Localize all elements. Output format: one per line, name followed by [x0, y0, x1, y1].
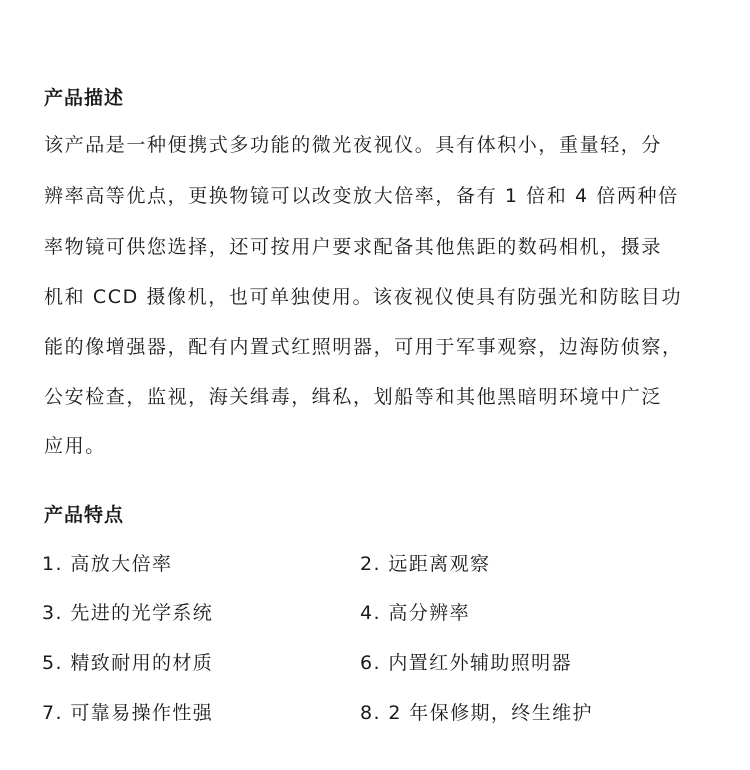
feature-item: 5. 精致耐用的材质: [42, 652, 214, 674]
feature-item: 3. 先进的光学系统: [42, 602, 214, 624]
description-line: 该产品是一种便携式多功能的微光夜视仪。具有体积小，重量轻，分: [44, 134, 663, 156]
feature-item: 2. 远距离观察: [360, 553, 491, 575]
feature-item: 4. 高分辨率: [360, 602, 470, 624]
feature-item: 8. 2 年保修期，终生维护: [360, 702, 593, 724]
description-line: 机和 CCD 摄像机，也可单独使用。该夜视仪使具有防强光和防眩目功: [44, 286, 683, 308]
description-line: 能的像增强器，配有内置式红照明器，可用于军事观察，边海防侦察，: [44, 336, 683, 358]
description-line: 辨率高等优点，更换物镜可以改变放大倍率，备有 1 倍和 4 倍两种倍: [44, 185, 679, 207]
feature-item: 1. 高放大倍率: [42, 553, 173, 575]
description-line: 公安检查，监视，海关缉毒，缉私，划船等和其他黑暗明环境中广泛: [44, 386, 663, 408]
description-line: 率物镜可供您选择，还可按用户要求配备其他焦距的数码相机，摄录: [44, 236, 663, 258]
feature-item: 6. 内置红外辅助照明器: [360, 652, 572, 674]
description-line: 应用。: [44, 435, 106, 457]
description-heading: 产品描述: [44, 87, 125, 109]
feature-item: 7. 可靠易操作性强: [42, 702, 214, 724]
features-heading: 产品特点: [44, 504, 125, 526]
